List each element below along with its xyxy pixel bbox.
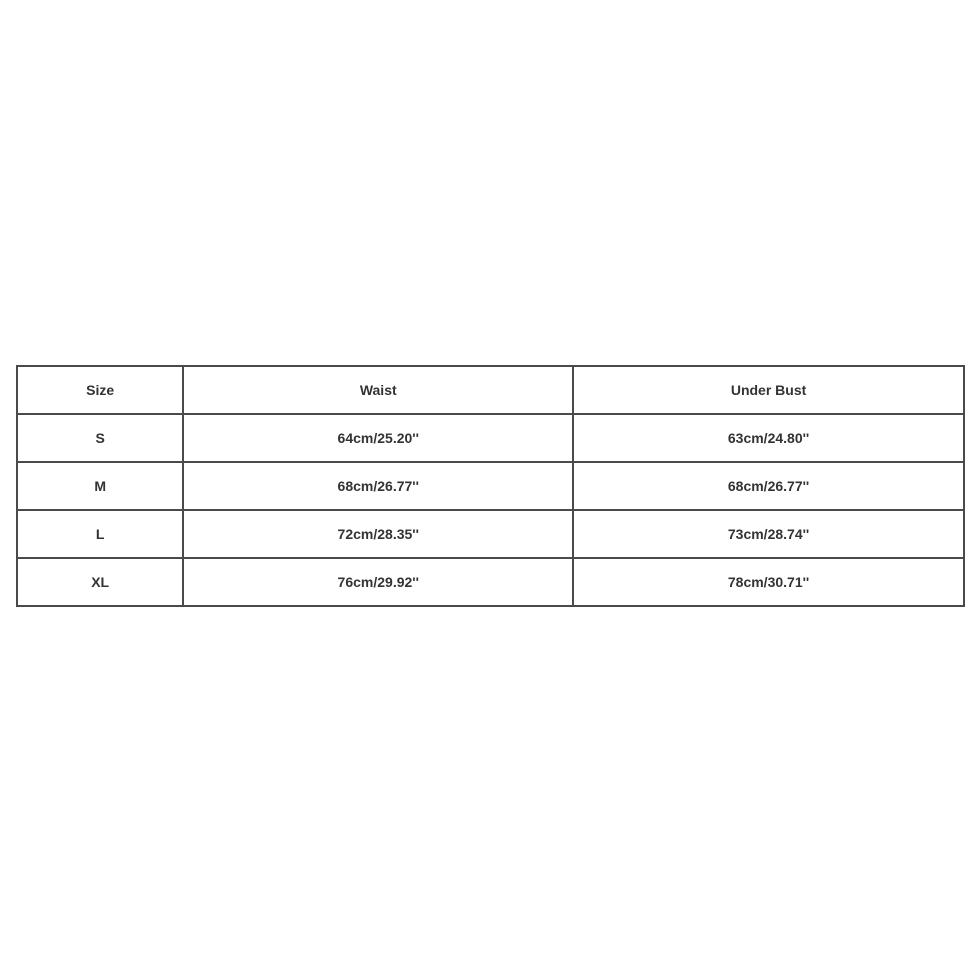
header-row <box>17 366 964 414</box>
under-bust-cell: 78cm/30.71'' <box>573 558 964 606</box>
size-cell: L <box>17 510 183 558</box>
table-row <box>17 510 964 558</box>
size-cell: M <box>17 462 183 510</box>
size-cell: S <box>17 414 183 462</box>
table-header <box>17 366 964 414</box>
waist-cell: 76cm/29.92'' <box>183 558 573 606</box>
waist-cell: 64cm/25.20'' <box>183 414 573 462</box>
under-bust-cell: 68cm/26.77'' <box>573 462 964 510</box>
table-row <box>17 414 964 462</box>
under-bust-cell: 73cm/28.74'' <box>573 510 964 558</box>
header-under-bust: Under Bust <box>573 366 964 414</box>
header-size: Size <box>17 366 183 414</box>
header-waist: Waist <box>183 366 573 414</box>
waist-cell: 68cm/26.77'' <box>183 462 573 510</box>
table-row <box>17 462 964 510</box>
waist-cell: 72cm/28.35'' <box>183 510 573 558</box>
size-cell: XL <box>17 558 183 606</box>
table-row <box>17 558 964 606</box>
table-body <box>17 414 964 606</box>
under-bust-cell: 63cm/24.80'' <box>573 414 964 462</box>
size-chart-table <box>16 365 965 607</box>
